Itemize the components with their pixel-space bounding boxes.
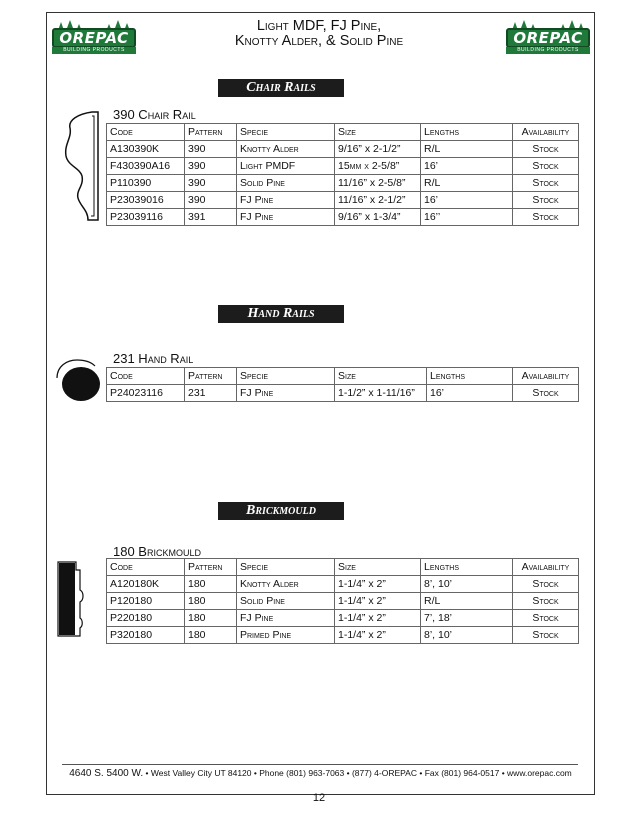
- logo-brand-text: OREPAC: [59, 29, 129, 47]
- col-header-size: Size: [335, 368, 427, 385]
- cell-pattern: 390: [185, 141, 237, 158]
- section-banner-hand-rails: Hand Rails: [218, 305, 344, 323]
- cell-availability: Stock: [513, 576, 579, 593]
- col-header-lengths: Lengths: [427, 368, 513, 385]
- cell-pattern: 391: [185, 209, 237, 226]
- section-title-chair-rail: 390 Chair Rail: [113, 107, 196, 122]
- table-row: [107, 627, 579, 644]
- cell-availability: Stock: [513, 627, 579, 644]
- table-row: [107, 141, 579, 158]
- table-row: [107, 385, 579, 402]
- section-banner-chair-rails: Chair Rails: [218, 79, 344, 97]
- cell-code: A120180K: [107, 576, 185, 593]
- hand-rail-profile-icon: [55, 358, 103, 402]
- cell-lengths: R/L: [421, 175, 513, 192]
- cell-availability: Stock: [513, 209, 579, 226]
- col-header-availability: Availability: [513, 368, 579, 385]
- cell-code: P320180: [107, 627, 185, 644]
- footer-address-rest: • West Valley City UT 84120 • Phone (801) 963-7063 • (877) 4-OREPAC • Fax (801) 964-0517 • www.orepac.com: [143, 768, 572, 778]
- table-header-row: [107, 559, 579, 576]
- section-title-brickmould: 180 Brickmould: [113, 544, 201, 559]
- col-header-specie: Specie: [237, 124, 335, 141]
- cell-code: F430390A16: [107, 158, 185, 175]
- cell-specie: FJ Pine: [237, 385, 335, 402]
- cell-specie: Primed Pine: [237, 627, 335, 644]
- cell-lengths: 16’: [427, 385, 513, 402]
- table-row: [107, 175, 579, 192]
- table-row: [107, 610, 579, 627]
- section-banner-brickmould: Brickmould: [218, 502, 344, 520]
- cell-code: A130390K: [107, 141, 185, 158]
- table-row: [107, 593, 579, 610]
- col-header-lengths: Lengths: [421, 124, 513, 141]
- cell-specie: FJ Pine: [237, 209, 335, 226]
- cell-size: 1-1/4” x 2”: [335, 576, 421, 593]
- section-title-hand-rail: 231 Hand Rail: [113, 351, 194, 366]
- col-header-pattern: Pattern: [185, 124, 237, 141]
- page-title-line1: Light MDF, FJ Pine,: [256, 18, 382, 34]
- col-header-availability: Availability: [513, 124, 579, 141]
- table-header-row: [107, 124, 579, 141]
- footer-divider: [62, 764, 578, 765]
- cell-size: 11/16” x 2-1/2”: [335, 192, 421, 209]
- cell-size: 11/16” x 2-5/8”: [335, 175, 421, 192]
- col-header-specie: Specie: [237, 559, 335, 576]
- table-row: [107, 158, 579, 175]
- logo-tagline: BUILDING PRODUCTS: [506, 47, 590, 54]
- col-header-availability: Availability: [513, 559, 579, 576]
- cell-specie: Solid Pine: [237, 593, 335, 610]
- cell-lengths: 8’, 10’: [421, 576, 513, 593]
- page-number: 12: [312, 792, 326, 804]
- cell-availability: Stock: [513, 385, 579, 402]
- cell-lengths: 7’, 18’: [421, 610, 513, 627]
- cell-code: P23039016: [107, 192, 185, 209]
- cell-pattern: 180: [185, 610, 237, 627]
- cell-availability: Stock: [513, 192, 579, 209]
- brickmould-profile-icon: [56, 560, 86, 638]
- orepac-logo-left: [52, 20, 136, 54]
- cell-availability: Stock: [513, 593, 579, 610]
- brickmould-table: [106, 558, 579, 644]
- table-row: [107, 192, 579, 209]
- cell-size: 1-1/4” x 2”: [335, 593, 421, 610]
- col-header-pattern: Pattern: [185, 559, 237, 576]
- cell-size: 1-1/4” x 2”: [335, 610, 421, 627]
- cell-availability: Stock: [513, 175, 579, 192]
- cell-lengths: 16’: [421, 192, 513, 209]
- cell-pattern: 231: [185, 385, 237, 402]
- footer-address-main: 4640 S. 5400 W.: [69, 768, 144, 779]
- col-header-code: Code: [107, 559, 185, 576]
- cell-lengths: 16’: [421, 158, 513, 175]
- cell-lengths: R/L: [421, 593, 513, 610]
- cell-pattern: 180: [185, 593, 237, 610]
- cell-pattern: 390: [185, 192, 237, 209]
- page-title: [150, 19, 488, 49]
- cell-pattern: 390: [185, 175, 237, 192]
- col-header-specie: Specie: [237, 368, 335, 385]
- footer-contact: [46, 768, 595, 779]
- cell-lengths: 16’’: [421, 209, 513, 226]
- cell-pattern: 180: [185, 576, 237, 593]
- cell-size: 9/16” x 1-3/4”: [335, 209, 421, 226]
- cell-availability: Stock: [513, 158, 579, 175]
- chair-rail-profile-icon: [58, 110, 100, 222]
- page-title-line2: Knotty Alder, & Solid Pine: [234, 33, 404, 49]
- table-row: [107, 209, 579, 226]
- cell-size: 1-1/2” x 1-11/16”: [335, 385, 427, 402]
- cell-pattern: 390: [185, 158, 237, 175]
- cell-code: P23039116: [107, 209, 185, 226]
- table-header-row: [107, 368, 579, 385]
- col-header-code: Code: [107, 368, 185, 385]
- cell-availability: Stock: [513, 610, 579, 627]
- cell-specie: Light PMDF: [237, 158, 335, 175]
- cell-lengths: R/L: [421, 141, 513, 158]
- logo-brand-text: OREPAC: [513, 29, 583, 47]
- cell-specie: Solid Pine: [237, 175, 335, 192]
- col-header-size: Size: [335, 559, 421, 576]
- cell-code: P120180: [107, 593, 185, 610]
- cell-specie: FJ Pine: [237, 610, 335, 627]
- table-row: [107, 576, 579, 593]
- cell-specie: Knotty Alder: [237, 141, 335, 158]
- cell-lengths: 8’, 10’: [421, 627, 513, 644]
- cell-code: P24023116: [107, 385, 185, 402]
- cell-specie: FJ Pine: [237, 192, 335, 209]
- col-header-code: Code: [107, 124, 185, 141]
- cell-pattern: 180: [185, 627, 237, 644]
- cell-code: P110390: [107, 175, 185, 192]
- col-header-pattern: Pattern: [185, 368, 237, 385]
- orepac-logo-right: [506, 20, 590, 54]
- chair-rail-table: [106, 123, 579, 226]
- cell-size: 9/16” x 2-1/2”: [335, 141, 421, 158]
- cell-size: 1-1/4” x 2”: [335, 627, 421, 644]
- cell-size: 15mm x 2-5/8”: [335, 158, 421, 175]
- cell-specie: Knotty Alder: [237, 576, 335, 593]
- col-header-lengths: Lengths: [421, 559, 513, 576]
- cell-code: P220180: [107, 610, 185, 627]
- logo-tagline: BUILDING PRODUCTS: [52, 47, 136, 54]
- cell-availability: Stock: [513, 141, 579, 158]
- hand-rail-table: [106, 367, 579, 402]
- col-header-size: Size: [335, 124, 421, 141]
